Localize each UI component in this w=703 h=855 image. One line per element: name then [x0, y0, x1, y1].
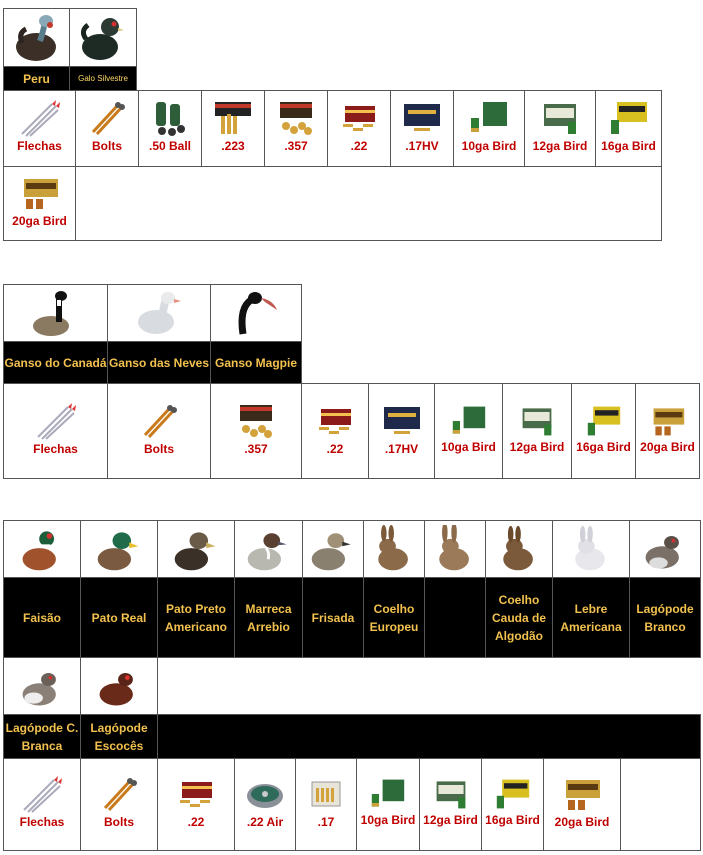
- ammo-label: .22 Air: [246, 815, 284, 829]
- ammo-label: .17: [317, 815, 335, 829]
- ammo-label: Flechas: [19, 815, 65, 829]
- animal-label: Pato Real: [81, 578, 158, 658]
- ammo-label: Bolts: [144, 441, 174, 456]
- animal-label: Lagópode C. Branca: [4, 715, 81, 759]
- varmint-cartridge-icon: [380, 401, 424, 441]
- section-geese: [3, 284, 302, 384]
- air-pellet-tin-icon: [243, 774, 287, 814]
- ammo-cell: [4, 759, 81, 851]
- shotgun-shell-box-icon: [515, 403, 559, 439]
- ammo-cell: [211, 384, 302, 479]
- rimfire-cartridge-icon: [337, 98, 381, 138]
- animal-label: Pato Preto Americano: [158, 578, 235, 658]
- animal-cell: [553, 521, 630, 578]
- ammo-cell: [302, 384, 369, 479]
- shotgun-shell-green-icon: [467, 98, 511, 138]
- ammo-cell: [420, 759, 482, 851]
- ammo-label: 20ga Bird: [12, 214, 67, 228]
- ammo-table-2: [3, 383, 700, 479]
- ammo-label: .17HV: [384, 441, 419, 456]
- ammo-label: 12ga Bird: [532, 139, 588, 153]
- arrows-icon: [18, 98, 62, 138]
- ammo-label: .22: [187, 815, 205, 829]
- ptarmigan-icon: [640, 525, 690, 573]
- ammo-label: 12ga Bird: [509, 439, 565, 454]
- ammo-label: 20ga Bird: [554, 815, 610, 829]
- ammo-label: 10ga Bird: [441, 439, 496, 454]
- ammo-label: .357: [244, 441, 268, 456]
- animal-label: Ganso do Canadá: [4, 342, 108, 384]
- snow-goose-icon: [132, 288, 186, 338]
- ammo-cell: [596, 91, 662, 167]
- shotgun-shell-gold-icon: [18, 173, 62, 213]
- magpie-goose-icon: [229, 288, 283, 338]
- arrows-icon: [34, 401, 78, 441]
- ammo-cell: [296, 759, 357, 851]
- animal-label: Coelho Europeu: [364, 578, 425, 658]
- ammo-cell: [454, 91, 525, 167]
- ammo-label: 16ga Bird: [576, 439, 631, 454]
- animal-cell: [4, 521, 81, 578]
- rifle-cartridge-icon: [211, 98, 255, 138]
- ammo-cell: [369, 384, 435, 479]
- animal-cell: [364, 521, 425, 578]
- empty-cell: [76, 167, 662, 241]
- small-cartridge-box-icon: [304, 774, 348, 814]
- shotgun-shell-box-icon: [538, 98, 582, 138]
- ammo-cell: [81, 759, 158, 851]
- snowshoe-hare-icon: [566, 525, 616, 573]
- ammo-cell: [328, 91, 391, 167]
- empty-cell: [158, 658, 701, 715]
- shotgun-shell-yellow-icon: [607, 98, 651, 138]
- shotgun-shell-box-icon: [429, 776, 473, 812]
- animal-label: [425, 578, 486, 658]
- ammo-cell: [482, 759, 544, 851]
- pistol-cartridge-icon: [274, 98, 318, 138]
- cottontail-icon: [494, 525, 544, 573]
- bolts-icon: [99, 774, 139, 814]
- ammo-label: 12ga Bird: [423, 813, 478, 827]
- ammo-label: 16ga Bird: [485, 813, 540, 827]
- ammo-label: 10ga Bird: [360, 813, 416, 827]
- animal-cell: [108, 285, 211, 342]
- section-small-game: [3, 520, 701, 759]
- animal-label: Frisada: [303, 578, 364, 658]
- animal-cell: [486, 521, 553, 578]
- ammo-table-1: [3, 90, 662, 241]
- red-grouse-icon: [94, 662, 144, 710]
- animal-label: Lebre Americana: [553, 578, 630, 658]
- grouse-icon: [76, 13, 130, 63]
- animal-table-1: [3, 8, 137, 91]
- bolts-icon: [139, 401, 179, 441]
- animal-cell: [425, 521, 486, 578]
- section-turkey-grouse: [3, 8, 137, 91]
- ammo-label: .22: [326, 441, 344, 456]
- ammo-label: Flechas: [17, 139, 62, 153]
- ammo-cell: [265, 91, 328, 167]
- animal-label: Galo Silvestre: [70, 67, 137, 91]
- ammo-cell: [139, 91, 202, 167]
- ammo-cell: [435, 384, 503, 479]
- animal-cell: [4, 9, 70, 67]
- jackrabbit-icon: [430, 525, 480, 573]
- animal-label: Faisão: [4, 578, 81, 658]
- ammo-cell: [544, 759, 621, 851]
- mallard-icon: [94, 525, 144, 573]
- ammo-table-3: [3, 758, 701, 851]
- ammo-cell: [108, 384, 211, 479]
- ammo-label: 16ga Bird: [601, 139, 656, 153]
- animal-cell: [235, 521, 303, 578]
- arrows-icon: [20, 774, 64, 814]
- gadwall-icon: [308, 525, 358, 573]
- varmint-cartridge-icon: [400, 98, 444, 138]
- animal-cell: [4, 658, 81, 715]
- ammo-label: .357: [284, 139, 308, 153]
- animal-table-3: [3, 520, 701, 759]
- pintail-icon: [244, 525, 294, 573]
- ammo-cell: [202, 91, 265, 167]
- animal-cell: [211, 285, 302, 342]
- black-duck-icon: [171, 525, 221, 573]
- animal-label: Lagópode Escocês: [81, 715, 158, 759]
- shotgun-shell-yellow-icon: [491, 776, 535, 812]
- ammo-cell: [503, 384, 572, 479]
- musket-ball-icon: [150, 98, 190, 138]
- ammo-cell: [357, 759, 420, 851]
- animal-cell: [158, 521, 235, 578]
- bolts-icon: [87, 98, 127, 138]
- shotgun-shell-gold-icon: [646, 403, 690, 439]
- animal-label: Coelho Cauda de Algodão: [486, 578, 553, 658]
- animal-label: Lagópode Branco: [630, 578, 701, 658]
- ammo-cell: [76, 91, 139, 167]
- ammo-label: Bolts: [92, 139, 122, 153]
- ammo-cell: [4, 384, 108, 479]
- animal-label: Marreca Arrebio: [235, 578, 303, 658]
- ammo-label: 10ga Bird: [461, 139, 517, 153]
- rimfire-cartridge-icon: [174, 774, 218, 814]
- ammo-label: Flechas: [33, 441, 78, 456]
- header-band: [158, 715, 701, 759]
- animal-label: Peru: [4, 67, 70, 91]
- ammo-label: .17HV: [405, 139, 439, 153]
- ammo-cell: [235, 759, 296, 851]
- pistol-cartridge-icon: [234, 401, 278, 441]
- animal-label: Ganso das Neves: [108, 342, 211, 384]
- animal-cell: [81, 658, 158, 715]
- animal-label: Ganso Magpie: [211, 342, 302, 384]
- ammo-label: 20ga Bird: [640, 439, 695, 454]
- ammo-cell: [525, 91, 596, 167]
- shotgun-shell-gold-icon: [560, 774, 604, 814]
- ammo-label: .50 Ball: [148, 139, 192, 153]
- shotgun-shell-green-icon: [447, 403, 491, 439]
- animal-table-2: [3, 284, 302, 384]
- european-rabbit-icon: [369, 525, 419, 573]
- ammo-label: .22: [350, 139, 368, 153]
- ammo-label: .223: [221, 139, 245, 153]
- animal-cell: [81, 521, 158, 578]
- white-tailed-ptarmigan-icon: [17, 662, 67, 710]
- rimfire-cartridge-icon: [313, 401, 357, 441]
- ammo-cell: [572, 384, 636, 479]
- animal-cell: [70, 9, 137, 67]
- animal-cell: [630, 521, 701, 578]
- animal-cell: [303, 521, 364, 578]
- ammo-cell: [4, 91, 76, 167]
- animal-cell: [4, 285, 108, 342]
- shotgun-shell-yellow-icon: [582, 403, 626, 439]
- ammo-cell: [391, 91, 454, 167]
- ammo-cell: [636, 384, 700, 479]
- ammo-cell: [158, 759, 235, 851]
- canada-goose-icon: [29, 288, 83, 338]
- ammo-label: Bolts: [104, 815, 134, 829]
- empty-cell: [621, 759, 701, 851]
- ammo-cell: [4, 167, 76, 241]
- pheasant-icon: [17, 525, 67, 573]
- turkey-icon: [10, 13, 64, 63]
- shotgun-shell-green-icon: [366, 776, 410, 812]
